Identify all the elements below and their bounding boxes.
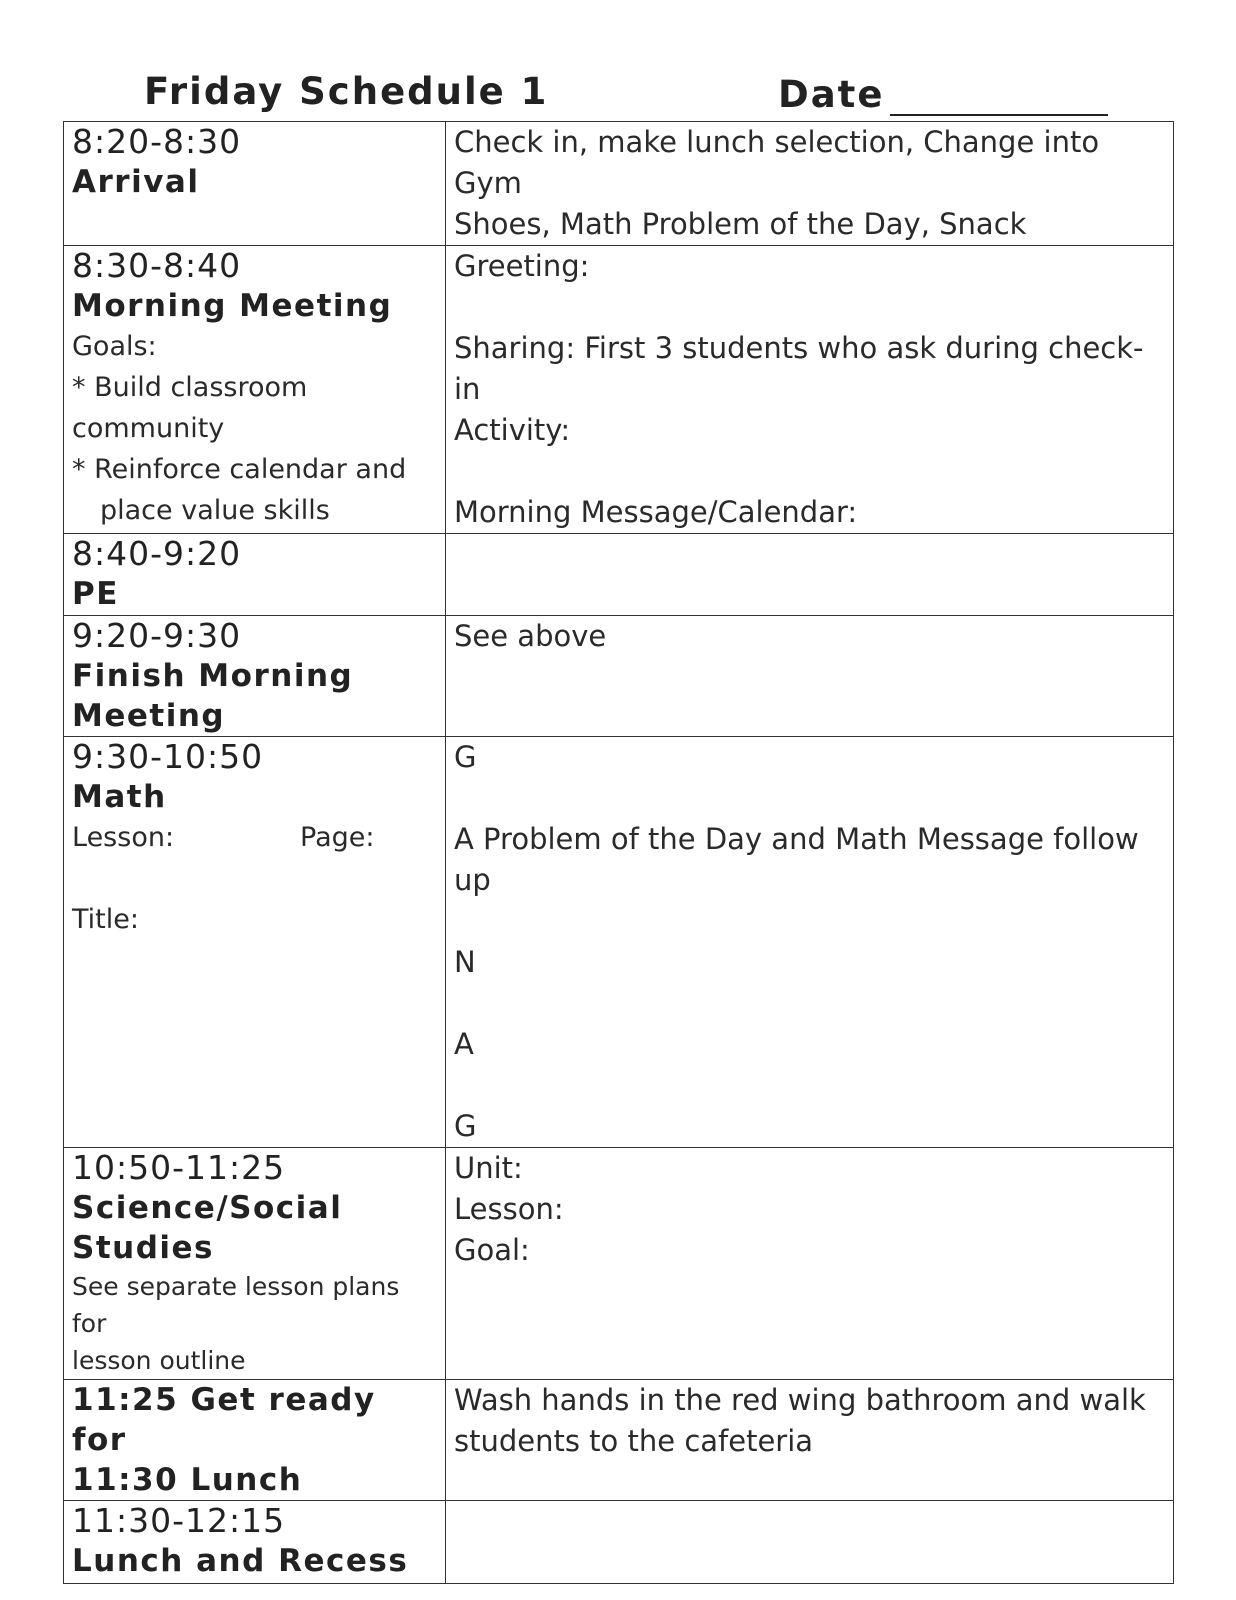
time-cell [64, 122, 446, 246]
time-range: 8:20-8:30 [72, 122, 242, 161]
activity-name: Math [72, 779, 167, 815]
table-row [64, 1148, 1174, 1380]
lesson-page-line [72, 817, 439, 858]
notes-line: students to the cafeteria [454, 1424, 814, 1458]
activity-name: PE [72, 576, 119, 612]
time-cell [64, 737, 446, 1148]
time-range: 9:30-10:50 [72, 737, 264, 776]
time-range: 8:30-8:40 [72, 246, 242, 285]
goal-item-cont: community [72, 413, 225, 444]
page-title: Friday Schedule 1 [144, 70, 549, 113]
date-field [778, 70, 1108, 116]
time-range: 9:20-9:30 [72, 616, 242, 655]
notes-line: Check in, make lunch selection, Change into Gym [454, 125, 1100, 200]
goal-item: * Build classroom [72, 372, 308, 403]
lesson-note: lesson outline [72, 1346, 246, 1375]
time-cell [64, 1148, 446, 1380]
time-range: 10:50-11:25 [72, 1148, 286, 1187]
title-label: Title: [72, 904, 139, 935]
notes-cell [446, 1501, 1174, 1584]
activity-label: Activity: [454, 413, 571, 447]
activity-name: Science/Social Studies [72, 1190, 343, 1266]
lesson-note: See separate lesson plans for [72, 1272, 400, 1338]
time-range: 8:40-9:20 [72, 534, 242, 573]
gnaag-letter: N [454, 945, 476, 979]
time-cell [64, 246, 446, 534]
time-cell [64, 1380, 446, 1501]
message-label: Morning Message/Calendar: [454, 495, 858, 529]
table-row [64, 122, 1174, 246]
sharing-label: Sharing: First 3 students who ask during check-in [454, 331, 1144, 406]
date-label: Date [778, 73, 885, 116]
greeting-label: Greeting: [454, 249, 590, 283]
notes-cell [446, 1148, 1174, 1380]
notes-cell [446, 737, 1174, 1148]
goal-item-cont: place value skills [100, 495, 330, 526]
goal-item: * Reinforce calendar and [72, 454, 407, 485]
gnaag-letter: A [454, 1027, 474, 1061]
notes-cell [446, 122, 1174, 246]
activity-name: Morning Meeting [72, 288, 393, 324]
notes-cell [446, 534, 1174, 616]
goal-label: Goal: [454, 1233, 530, 1267]
table-row [64, 1501, 1174, 1584]
lesson-label: Lesson: [454, 1192, 564, 1226]
unit-label: Unit: [454, 1151, 523, 1185]
table-row [64, 1380, 1174, 1501]
time-range: 11:25 Get ready for [72, 1382, 376, 1458]
gnaag-letter: G [454, 1109, 477, 1143]
activity-name: Finish Morning Meeting [72, 658, 354, 734]
time-range: 11:30-12:15 [72, 1501, 286, 1540]
notes-line: Shoes, Math Problem of the Day, Snack [454, 207, 1027, 241]
table-row [64, 737, 1174, 1148]
time-cell [64, 534, 446, 616]
notes-line: Wash hands in the red wing bathroom and walk [454, 1383, 1146, 1417]
notes-cell [446, 246, 1174, 534]
notes-cell [446, 1380, 1174, 1501]
table-row [64, 616, 1174, 737]
activity-name: 11:30 Lunch [72, 1462, 303, 1498]
time-cell [64, 1501, 446, 1584]
table-row [64, 534, 1174, 616]
schedule-table [63, 121, 1174, 1584]
page-label: Page: [300, 822, 375, 853]
date-blank-line [890, 70, 1108, 116]
table-row [64, 246, 1174, 534]
activity-name: Arrival [72, 164, 200, 200]
notes-line: See above [454, 619, 607, 653]
gnaag-letter: G [454, 740, 477, 774]
notes-cell [446, 616, 1174, 737]
goals-label: Goals: [72, 331, 157, 362]
lesson-label: Lesson: [72, 822, 175, 853]
gnaag-line: A Problem of the Day and Math Message follow up [454, 822, 1139, 897]
time-cell [64, 616, 446, 737]
activity-name: Lunch and Recess [72, 1543, 409, 1579]
